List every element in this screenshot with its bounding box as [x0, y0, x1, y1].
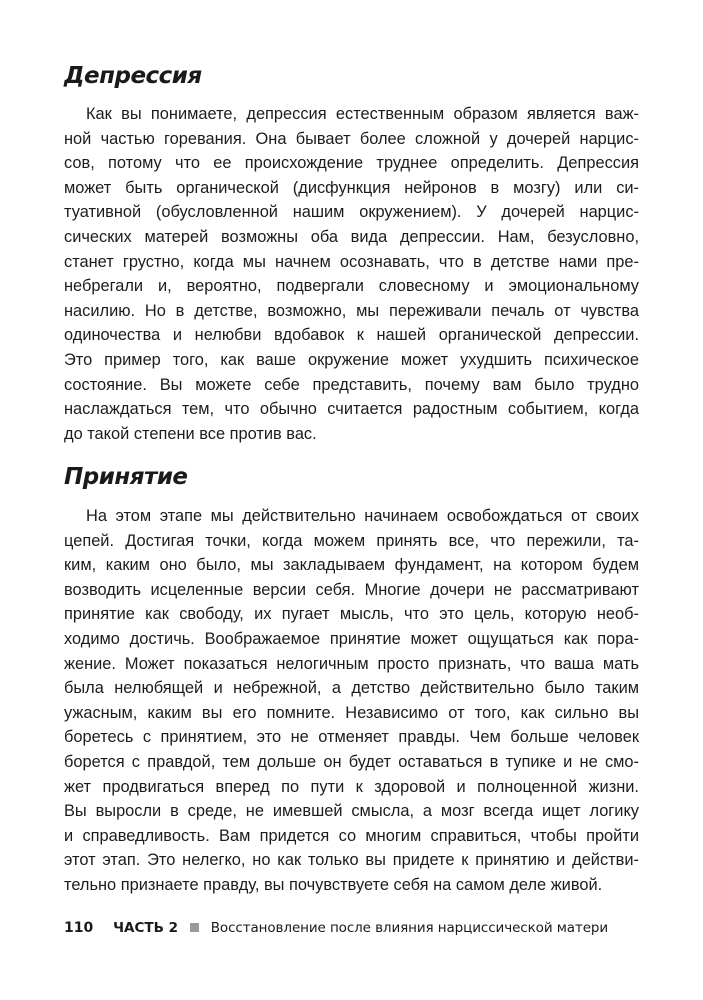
text-line: тельно признаете правду, вы почувствуете себя на самом деле живой.: [64, 875, 603, 894]
text-line: сов, потому что ее происхождение труднее определить. Депрессия: [64, 154, 639, 173]
text-line: ужасным, каким вы его помните. Независимо от того, как сильно вы: [64, 703, 639, 722]
page-number: 110: [64, 920, 94, 936]
square-separator-icon: [190, 923, 199, 932]
text-line: насилию. Но в детстве, возможно, мы переживали печаль от чувства: [64, 301, 639, 320]
text-line: борется с правдой, тем дольше он будет оставаться в тупике и не смо-: [64, 752, 639, 771]
part-label: ЧАСТЬ 2: [113, 920, 178, 936]
text-line: наслаждаться тем, что обычно считается радостным событием, когда: [64, 400, 639, 419]
text-line: до такой степени все против вас.: [64, 424, 317, 443]
text-line: Как вы понимаете, депрессия естественным образом является важ-: [86, 105, 639, 123]
text-line: возводить исцеленные версии себя. Многие дочери не рассматривают: [64, 580, 639, 599]
text-line: состояние. Вы можете себе представить, почему вам было трудно: [64, 375, 639, 394]
text-line: сических матерей возможны оба вида депрессии. Нам, безусловно,: [64, 227, 639, 246]
text-line: Вы выросли в среде, не имевшей смысла, а мозг всегда ищет логику: [64, 802, 639, 821]
text-line: ной частью горевания. Она бывает более сложной у дочерей нарцис-: [64, 129, 639, 148]
text-line: Это пример того, как ваше окружение может ухудшить психическое: [64, 350, 639, 369]
section-heading-depression: Депрессия: [64, 63, 202, 89]
text-line: небрегали и, вероятно, подвергали словесному и эмоциональному: [64, 277, 639, 296]
text-line: станет грустно, когда мы начнем осознавать, что в детстве нами пре-: [64, 252, 639, 271]
running-title: Восстановление после влияния нарциссической матери: [210, 920, 609, 936]
page-footer: [64, 916, 639, 938]
paragraph-depression: [64, 102, 639, 446]
text-line: одиночества и нелюбви вдобавок к нашей органической депрессии.: [64, 326, 639, 345]
text-line: была нелюбящей и небрежной, а детство действительно было таким: [64, 679, 639, 698]
text-line: боретесь с принятием, это не отменяет правды. Чем больше человек: [64, 728, 639, 747]
text-line: жение. Может показаться нелогичным просто признать, что ваша мать: [64, 654, 639, 673]
text-line: туативной (обусловленной нашим окружением). У дочерей нарцис-: [64, 203, 639, 222]
text-line: жет продвигаться вперед по пути к здоровой и полноценной жизни.: [64, 777, 639, 796]
text-line: цепей. Достигая точки, когда можем принять все, что пережили, та-: [64, 531, 639, 550]
paragraph-acceptance: [64, 504, 639, 898]
text-line: этот этап. Это нелегко, но как только вы придете к принятию и действи-: [64, 851, 639, 870]
text-line: может быть органической (дисфункция нейронов в мозгу) или си-: [64, 178, 639, 197]
text-line: принятие как свободу, их пугает мысль, что это цель, которую необ-: [64, 605, 639, 624]
section-heading-acceptance: Принятие: [64, 464, 188, 490]
text-line: На этом этапе мы действительно начинаем освобождаться от своих: [86, 507, 639, 525]
text-line: ким, каким оно было, мы закладываем фундамент, на котором будем: [64, 556, 639, 575]
text-line: и справедливость. Вам придется со многим справиться, чтобы пройти: [64, 826, 639, 845]
text-line: ходимо достичь. Воображаемое принятие может ощущаться как пора-: [64, 629, 639, 648]
